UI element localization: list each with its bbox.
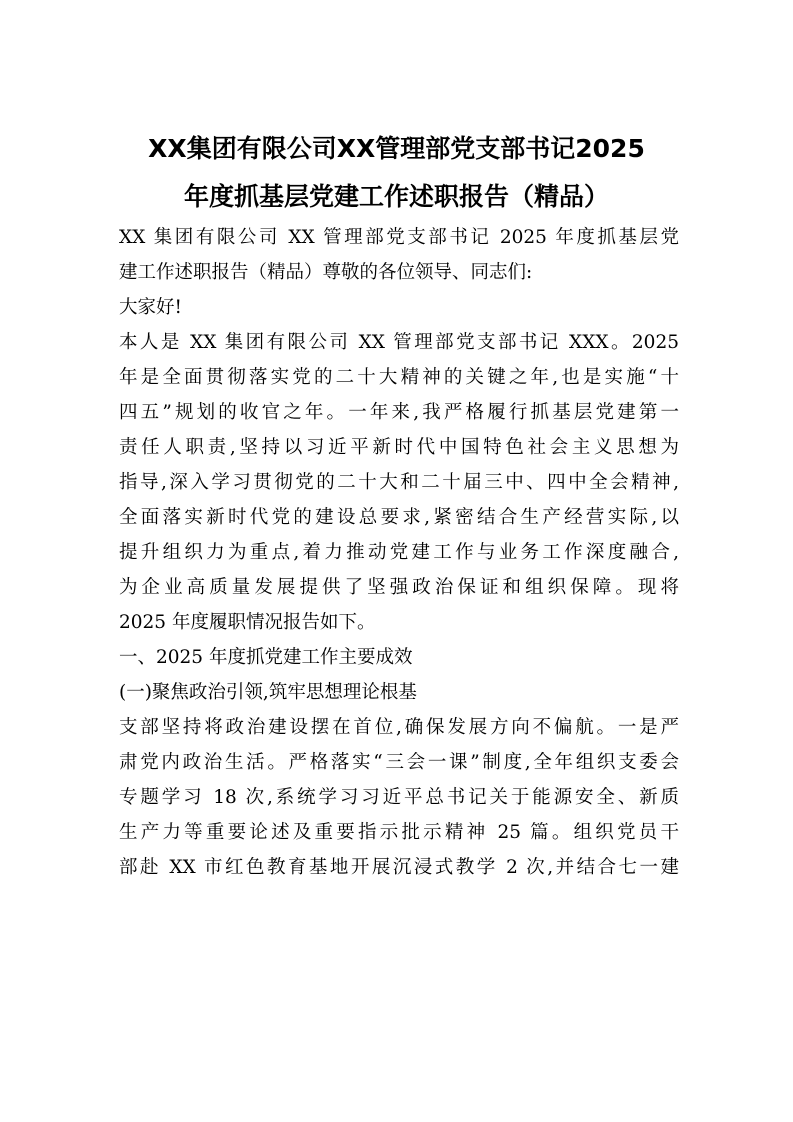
body-line: 年是全面贯彻落实党的二十大精神的关键之年,也是实施“十 (119, 367, 679, 388)
body-line: 支部坚持将政治建设摆在首位,确保发展方向不偏航。一是严 (119, 717, 679, 738)
body-line: 肃党内政治生活。严格落实“三会一课”制度,全年组织支委会 (119, 752, 679, 773)
body-line: 四五”规划的收官之年。一年来,我严格履行抓基层党建第一 (119, 402, 679, 423)
body-line: 本人是 XX 集团有限公司 XX 管理部党支部书记 XXX。2025 (119, 332, 679, 353)
body-line: XX 集团有限公司 XX 管理部党支部书记 2025 年度抓基层党 (119, 227, 679, 248)
document-title (100, 125, 693, 221)
body-line: 建工作述职报告（精品）尊敬的各位领导、同志们: (119, 262, 533, 283)
body-line: 全面落实新时代党的建设总要求,紧密结合生产经营实际,以 (119, 507, 679, 528)
body-line: 指导,深入学习贯彻党的二十大和二十届三中、四中全会精神, (119, 472, 679, 493)
title-line-1: XX集团有限公司XX管理部党支部书记2025 (148, 134, 645, 163)
body-line: 提升组织力为重点,着力推动党建工作与业务工作深度融合, (119, 542, 679, 563)
body-line: 大家好! (119, 297, 182, 318)
document-body (119, 220, 679, 885)
body-line: 专题学习 18 次,系统学习习近平总书记关于能源安全、新质 (119, 787, 679, 808)
body-line: 生产力等重要论述及重要指示批示精神 25 篇。组织党员干 (119, 822, 679, 843)
body-line: 一、2025 年度抓党建工作主要成效 (119, 647, 413, 668)
body-line: 部赴 XX 市红色教育基地开展沉浸式教学 2 次,并结合七一建 (119, 857, 679, 878)
body-line: 2025 年度履职情况报告如下。 (119, 612, 376, 633)
title-line-2: 年度抓基层党建工作述职报告（精品） (183, 182, 609, 211)
body-line: 为企业高质量发展提供了坚强政治保证和组织保障。现将 (119, 577, 679, 598)
body-line: (一)聚焦政治引领,筑牢思想理论根基 (119, 682, 417, 703)
body-line: 责任人职责,坚持以习近平新时代中国特色社会主义思想为 (119, 437, 679, 458)
